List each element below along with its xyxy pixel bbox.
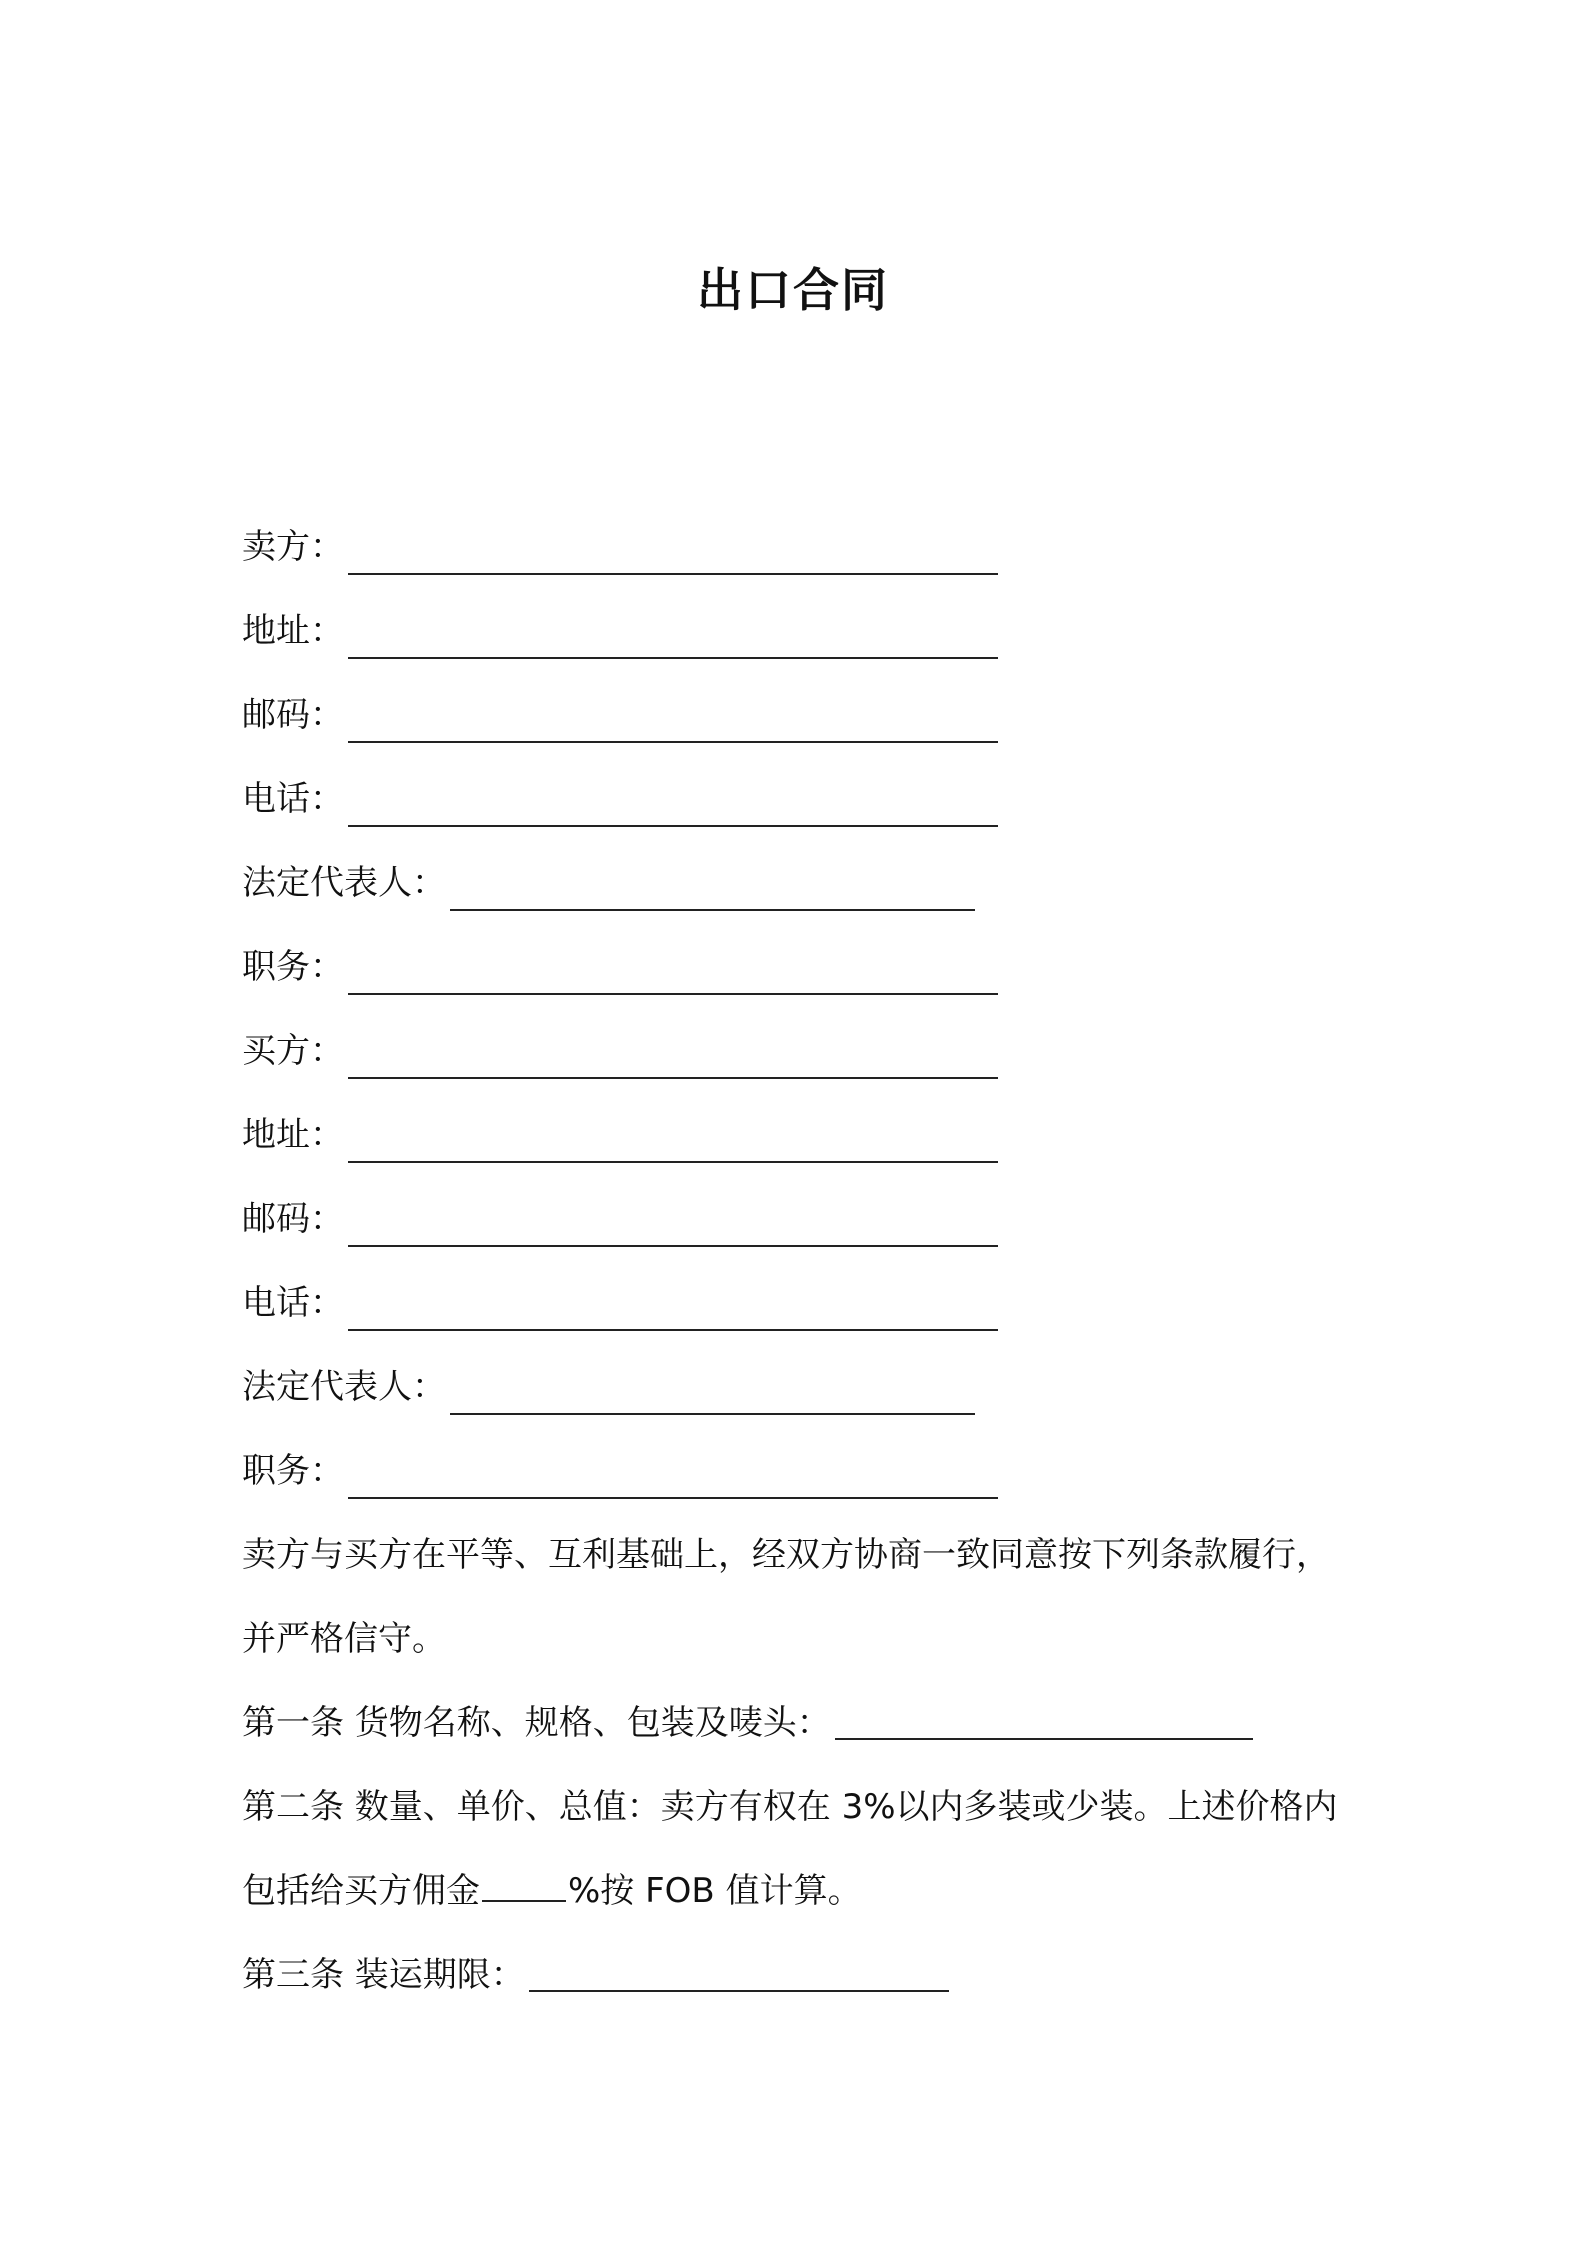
intro-paragraph: 卖方与买方在平等、互利基础上，经双方协商一致同意按下列条款履行，并严格信守。 — [242, 1535, 1330, 1659]
seller-postcode-field — [242, 673, 1352, 757]
seller-address-field — [242, 589, 1352, 673]
fill-in-blank[interactable] — [529, 1950, 949, 1992]
article-1-label: 第一条 货物名称、规格、包装及唛头： — [242, 1703, 831, 1743]
fill-in-blank[interactable] — [348, 1037, 998, 1079]
document-title: 出口合同 — [697, 263, 889, 317]
fill-in-blank[interactable] — [348, 1121, 998, 1163]
seller-legal-rep-field — [242, 841, 1352, 925]
fill-in-blank[interactable] — [450, 869, 975, 911]
field-label: 电话： — [242, 1283, 344, 1323]
buyer-name-field — [242, 1009, 1352, 1093]
article-2 — [242, 1765, 1352, 1933]
field-label: 买方： — [242, 1031, 344, 1071]
seller-name-field — [242, 505, 1352, 589]
article-3-label: 第三条 装运期限： — [242, 1955, 525, 1995]
article-2-text-end: %按 FOB 值计算。 — [568, 1871, 862, 1911]
buyer-position-field — [242, 1429, 1352, 1513]
contract-body — [242, 505, 1352, 2017]
fill-in-blank[interactable] — [348, 1205, 998, 1247]
field-label: 邮码： — [242, 1199, 344, 1239]
field-label: 法定代表人： — [242, 1367, 446, 1407]
fill-in-blank[interactable] — [835, 1698, 1253, 1740]
fill-in-blank[interactable] — [348, 617, 998, 659]
field-label: 地址： — [242, 1115, 344, 1155]
buyer-postcode-field — [242, 1177, 1352, 1261]
field-label: 电话： — [242, 779, 344, 819]
article-3 — [242, 1933, 1352, 2017]
fill-in-blank[interactable] — [348, 953, 998, 995]
seller-phone-field — [242, 757, 1352, 841]
fill-in-blank[interactable] — [348, 701, 998, 743]
fill-in-blank[interactable] — [348, 1457, 998, 1499]
fill-in-blank[interactable] — [348, 533, 998, 575]
field-label: 地址： — [242, 611, 344, 651]
field-label: 邮码： — [242, 695, 344, 735]
field-label: 法定代表人： — [242, 863, 446, 903]
commission-percent-blank[interactable] — [482, 1864, 566, 1902]
fill-in-blank[interactable] — [450, 1373, 975, 1415]
field-label: 卖方： — [242, 527, 344, 567]
buyer-legal-rep-field — [242, 1345, 1352, 1429]
buyer-address-field — [242, 1093, 1352, 1177]
field-label: 职务： — [242, 1451, 344, 1491]
article-2-text: 第二条 数量、单价、总值：卖方有权在 3%以内多装或少装。上述价格内包括给买方佣金 — [242, 1787, 1338, 1911]
seller-position-field — [242, 925, 1352, 1009]
article-1 — [242, 1681, 1352, 1765]
fill-in-blank[interactable] — [348, 1289, 998, 1331]
field-label: 职务： — [242, 947, 344, 987]
fill-in-blank[interactable] — [348, 785, 998, 827]
buyer-phone-field — [242, 1261, 1352, 1345]
